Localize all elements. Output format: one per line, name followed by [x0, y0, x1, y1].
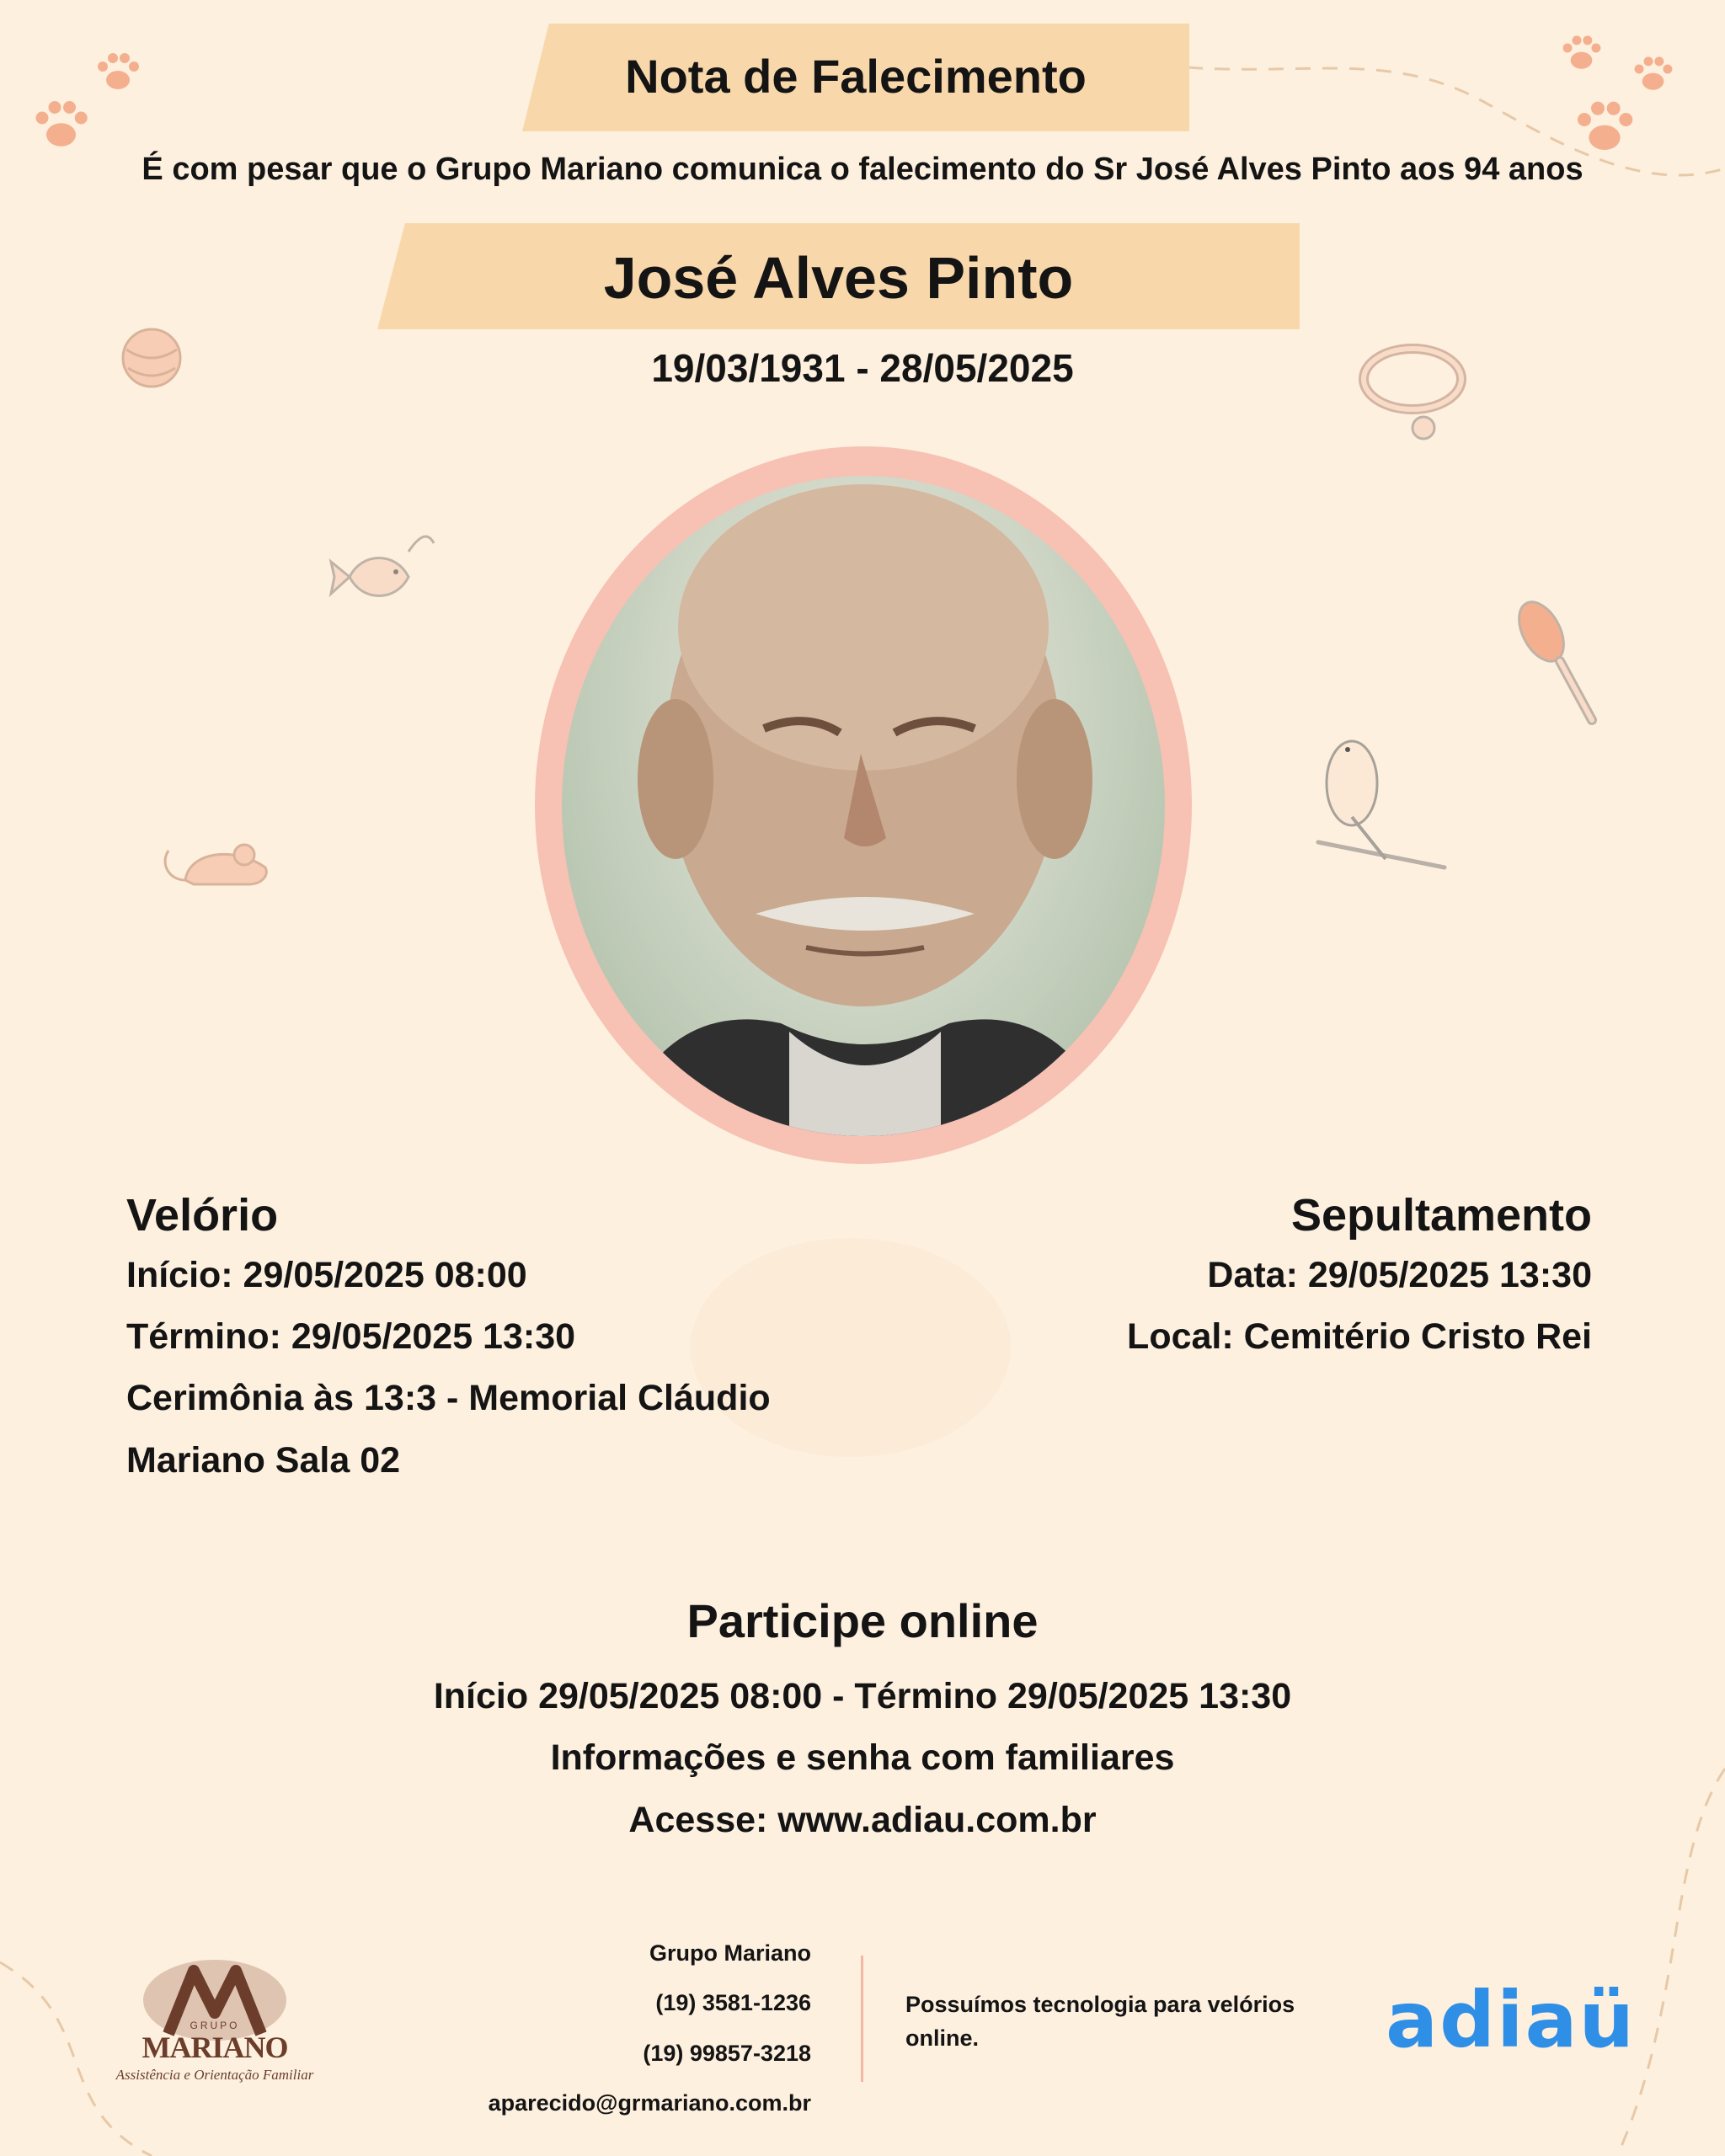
sepultamento-heading: Sepultamento	[1290, 1190, 1592, 1241]
velorio-heading: Velório	[126, 1190, 279, 1241]
footer-company: Grupo Mariano	[649, 1940, 811, 1966]
announcement-text: É com pesar que o Grupo Mariano comunica o falecimento do Sr José Alves Pinto aos 94 anos	[142, 152, 1583, 187]
footer-phone1[interactable]: (19) 3581-1236	[655, 1990, 811, 2015]
brush-icon	[1508, 594, 1609, 728]
velorio-inicio: Início: 29/05/2025 08:00	[126, 1255, 527, 1295]
adiau-logo: adiaü	[1386, 1975, 1637, 2065]
paw-icon	[29, 93, 93, 156]
deceased-name: José Alves Pinto	[603, 245, 1074, 311]
footer-tech-line2: online.	[905, 2025, 979, 2051]
sepultamento-local: Local: Cemitério Cristo Rei	[1127, 1316, 1592, 1357]
parakeet-icon	[1301, 724, 1453, 893]
page-title: Nota de Falecimento	[625, 50, 1087, 103]
online-info: Informações e senha com familiares	[550, 1737, 1175, 1778]
mariano-logo	[101, 1954, 328, 2089]
online-horario: Início 29/05/2025 08:00 - Término 29/05/2025 13:30	[433, 1676, 1292, 1716]
portrait-illustration	[562, 476, 1165, 1136]
mariano-logo-small: GRUPO	[190, 2020, 240, 2031]
footer-divider	[861, 1956, 863, 2082]
velorio-cerimonia-line1: Cerimônia às 13:3 - Memorial Cláudio	[126, 1378, 771, 1418]
sepultamento-data: Data: 29/05/2025 13:30	[1207, 1255, 1592, 1295]
footer-tech-line1: Possuímos tecnologia para velórios	[905, 1992, 1295, 2017]
online-acesse[interactable]: Acesse: www.adiau.com.br	[628, 1800, 1097, 1840]
mouse-icon	[152, 821, 286, 901]
footer-email[interactable]: aparecido@grmariano.com.br	[488, 2090, 811, 2116]
online-heading: Participe online	[686, 1594, 1039, 1647]
mariano-logo-wordmark: MARIANO	[142, 2031, 288, 2064]
paw-icon	[93, 46, 143, 97]
velorio-termino: Término: 29/05/2025 13:30	[126, 1316, 576, 1357]
velorio-cerimonia-line2: Mariano Sala 02	[126, 1440, 401, 1481]
mariano-logo-tagline: Assistência e Orientação Familiar	[115, 2067, 314, 2083]
fish-icon	[316, 518, 442, 627]
paw-icon	[1558, 29, 1605, 76]
paw-icon	[1630, 51, 1676, 97]
footer-phone2[interactable]: (19) 99857-3218	[643, 2041, 811, 2066]
deceased-dates: 19/03/1931 - 28/05/2025	[651, 346, 1074, 390]
paw-icon	[1571, 93, 1638, 160]
portrait-photo	[562, 476, 1165, 1136]
